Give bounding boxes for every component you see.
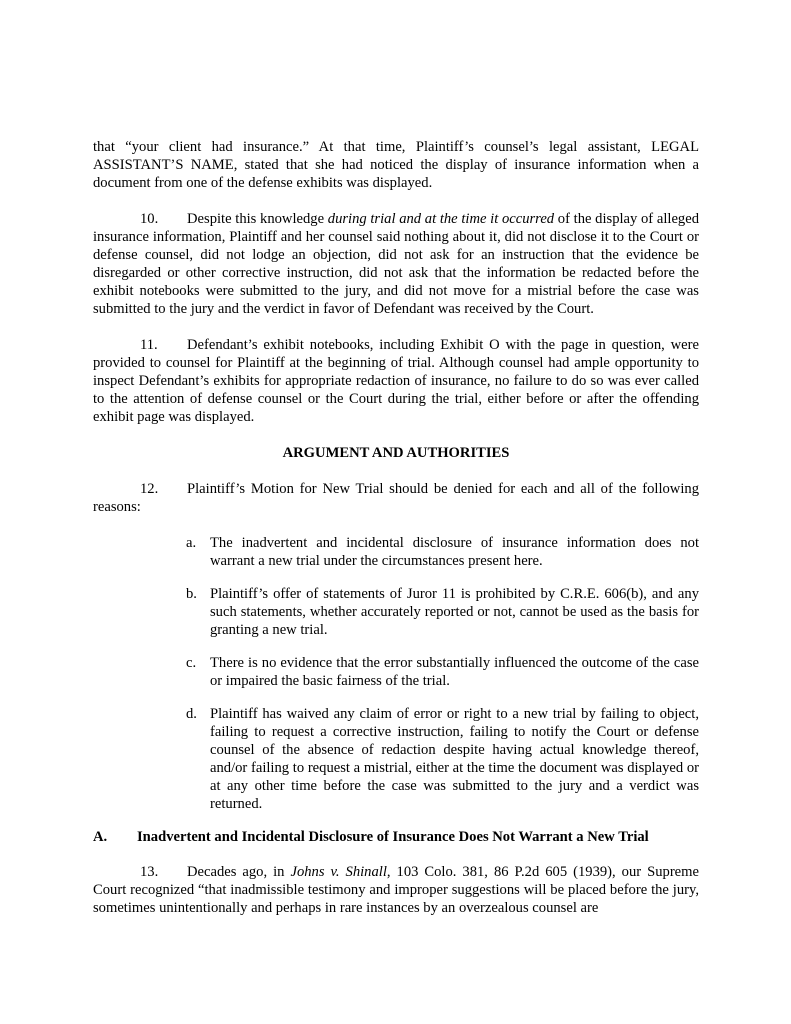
paragraph-number: 13.	[140, 864, 159, 880]
list-item-text: Plaintiff has waived any claim of error or right to a new trial by failing to object, failing to request a corrective instruction, failing to notify the Court or defense counsel of the absence of redaction despite having actual knowledge thereof, and/or failing to request a mistrial, either at the time the document was displayed or at any other time before the case was submitted to the jury and a verdict was returned.	[210, 706, 699, 812]
subsection-heading	[93, 828, 699, 846]
paragraph-13	[93, 863, 699, 917]
document-page	[93, 138, 699, 935]
list-item-text: Plaintiff’s offer of statements of Juror 11 is prohibited by C.R.E. 606(b), and any such statements, whether accurately reported or not, cannot be used as the basis for granting a new trial.	[210, 586, 699, 638]
paragraph-text: , 103 Colo. 381, 86 P.2d 605 (1939), our Supreme Court recognized “that inadmissible testimony and improper suggestions will be placed before the jury, sometimes unintentionally and perhaps in rare instances by an overzealous counsel are	[93, 864, 699, 916]
list-item-letter: b.	[186, 586, 197, 602]
paragraph-number: 10.	[140, 211, 159, 227]
paragraph-text: Despite this knowledge	[187, 211, 328, 227]
paragraph-number: 11.	[140, 337, 158, 353]
subsection-title: Inadvertent and Incidental Disclosure of Insurance Does Not Warrant a New Trial	[137, 829, 649, 845]
list-item-letter: d.	[186, 706, 197, 722]
list-item	[186, 534, 699, 570]
paragraph-11	[93, 336, 699, 426]
list-item	[186, 585, 699, 639]
case-citation: Johns v. Shinall	[290, 864, 387, 880]
list-item-text: The inadvertent and incidental disclosure of insurance information does not warrant a new trial under the circumstances present here.	[210, 535, 699, 569]
opening-paragraph: that “your client had insurance.” At that time, Plaintiff’s counsel’s legal assistant, LEGAL ASSISTANT’S NAME, stated that she had noticed the display of insurance information when a document from one of the defense exhibits was displayed.	[93, 139, 699, 191]
paragraph-text: of the display of alleged insurance information, Plaintiff and her counsel said nothing about it, did not disclose it to the Court or defense counsel, did not lodge an objection, did not ask for an instruction that the evidence be disregarded or other corrective instruction, did not ask that the information be redacted before the exhibit notebooks were submitted to the jury, and did not move for a mistrial before the case was submitted to the jury and the verdict in favor of Defendant was received by the Court.	[93, 211, 699, 317]
list-item-text: There is no evidence that the error substantially influenced the outcome of the case or impaired the basic fairness of the trial.	[210, 655, 699, 689]
list-item-letter: a.	[186, 535, 197, 551]
paragraph-text: Plaintiff’s Motion for New Trial should be denied for each and all of the following reasons:	[93, 481, 699, 515]
list-item	[186, 654, 699, 690]
paragraph-emphasis: during trial and at the time it occurred	[327, 211, 555, 227]
paragraph-text: Defendant’s exhibit notebooks, including Exhibit O with the page in question, were provided to counsel for Plaintiff at the beginning of trial. Although counsel had ample opportunity to inspect Defendant’s exhibits for appropriate redaction of insurance, no failure to do so was ever called to the attention of defense counsel or the Court during the trial, either before or after the offending exhibit page was displayed.	[93, 337, 699, 425]
list-item	[186, 705, 699, 813]
subsection-letter: A.	[93, 829, 108, 845]
paragraph-text: Decades ago, in	[187, 864, 291, 880]
paragraph-number: 12.	[140, 481, 159, 497]
section-heading: ARGUMENT AND AUTHORITIES	[282, 445, 510, 461]
paragraph-12	[93, 480, 699, 516]
list-item-letter: c.	[186, 655, 197, 671]
paragraph-10	[93, 210, 699, 318]
reasons-list	[93, 534, 699, 813]
